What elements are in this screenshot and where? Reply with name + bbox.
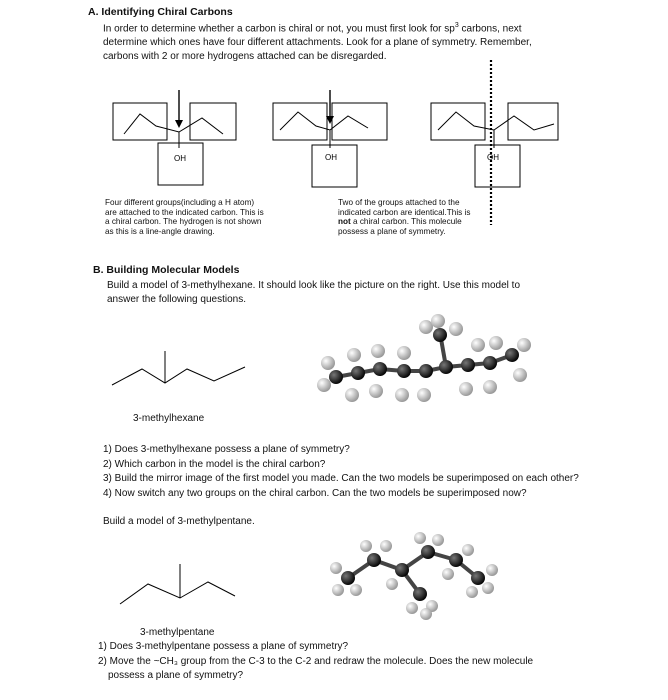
intro-text-2: carbons, next xyxy=(458,23,522,35)
question-5: 1) Does 3-methylpentane possess a plane of symmetry? xyxy=(98,641,349,652)
oh-label-3: OH xyxy=(487,153,499,162)
section-b-title: B. Building Molecular Models xyxy=(93,264,240,276)
section-a-title: A. Identifying Chiral Carbons xyxy=(88,6,233,18)
methylhexane-label: 3-methylhexane xyxy=(133,413,205,424)
methylpentane-label: 3-methylpentane xyxy=(140,627,215,638)
question-1: 1) Does 3-methylhexane possess a plane of symmetry? xyxy=(103,444,350,455)
intro-line-3: carbons with 2 or more hydrogens attached can be disregarded. xyxy=(103,51,387,63)
methylpentane-line-drawing xyxy=(118,560,238,615)
methylpentane-3d-model xyxy=(328,530,508,620)
intro-superscript: 3 xyxy=(454,22,459,29)
methylhexane-3d-model xyxy=(318,315,533,420)
questions-methylhexane xyxy=(103,443,579,501)
question-6-continued: possess a plane of symmetry? xyxy=(108,670,244,681)
question-4: 4) Now switch any two groups on the chiral carbon. Can the two models be superimposed now? xyxy=(103,487,527,499)
caption-chiral: Four different groups(including a H atom) are attached to the indicated carbon. This is a chiral carbon. The hydrogen is not shown as this is a line-angle drawing. xyxy=(105,198,264,236)
section-a-intro xyxy=(103,19,643,64)
oh-label-1: OH xyxy=(174,154,186,163)
caption-right-text-2: a chiral carbon. This molecule possess a plane of symmetry. xyxy=(338,217,462,236)
build-methylpentane: Build a model of 3-methylpentane. xyxy=(103,516,255,527)
caption-right-bold: not xyxy=(338,217,351,227)
section-b-intro-1: Build a model of 3-methylhexane. It should look like the picture on the right. Use this model to xyxy=(107,280,521,291)
chiral-carbon-diagram xyxy=(110,90,240,200)
question-2: 2) Which carbon in the model is the chiral carbon? xyxy=(103,458,326,470)
oh-label-2: OH xyxy=(325,153,337,162)
question-6: 2) Move the ~CH₃ group from the C-3 to the C-2 and redraw the molecule. Does the new molecule xyxy=(98,655,534,667)
caption-right-text-1: Two of the groups attached to the indicated carbon are identical.This is xyxy=(338,198,471,217)
section-b-intro-2: answer the following questions. xyxy=(107,294,246,305)
questions-methylpentane xyxy=(98,640,533,684)
non-chiral-carbon-diagram xyxy=(270,90,400,200)
intro-line-2: determine which ones have four different attachments. Look for a plane of symmetry. Remember, xyxy=(103,37,532,49)
caption-non-chiral xyxy=(338,198,473,236)
intro-text-1: In order to determine whether a carbon is chiral or not, you must first look for sp xyxy=(103,23,455,35)
methylhexane-line-drawing xyxy=(110,345,260,395)
question-3: 3) Build the mirror image of the first model you made. Can the two models be superimposed on each other? xyxy=(103,473,579,484)
